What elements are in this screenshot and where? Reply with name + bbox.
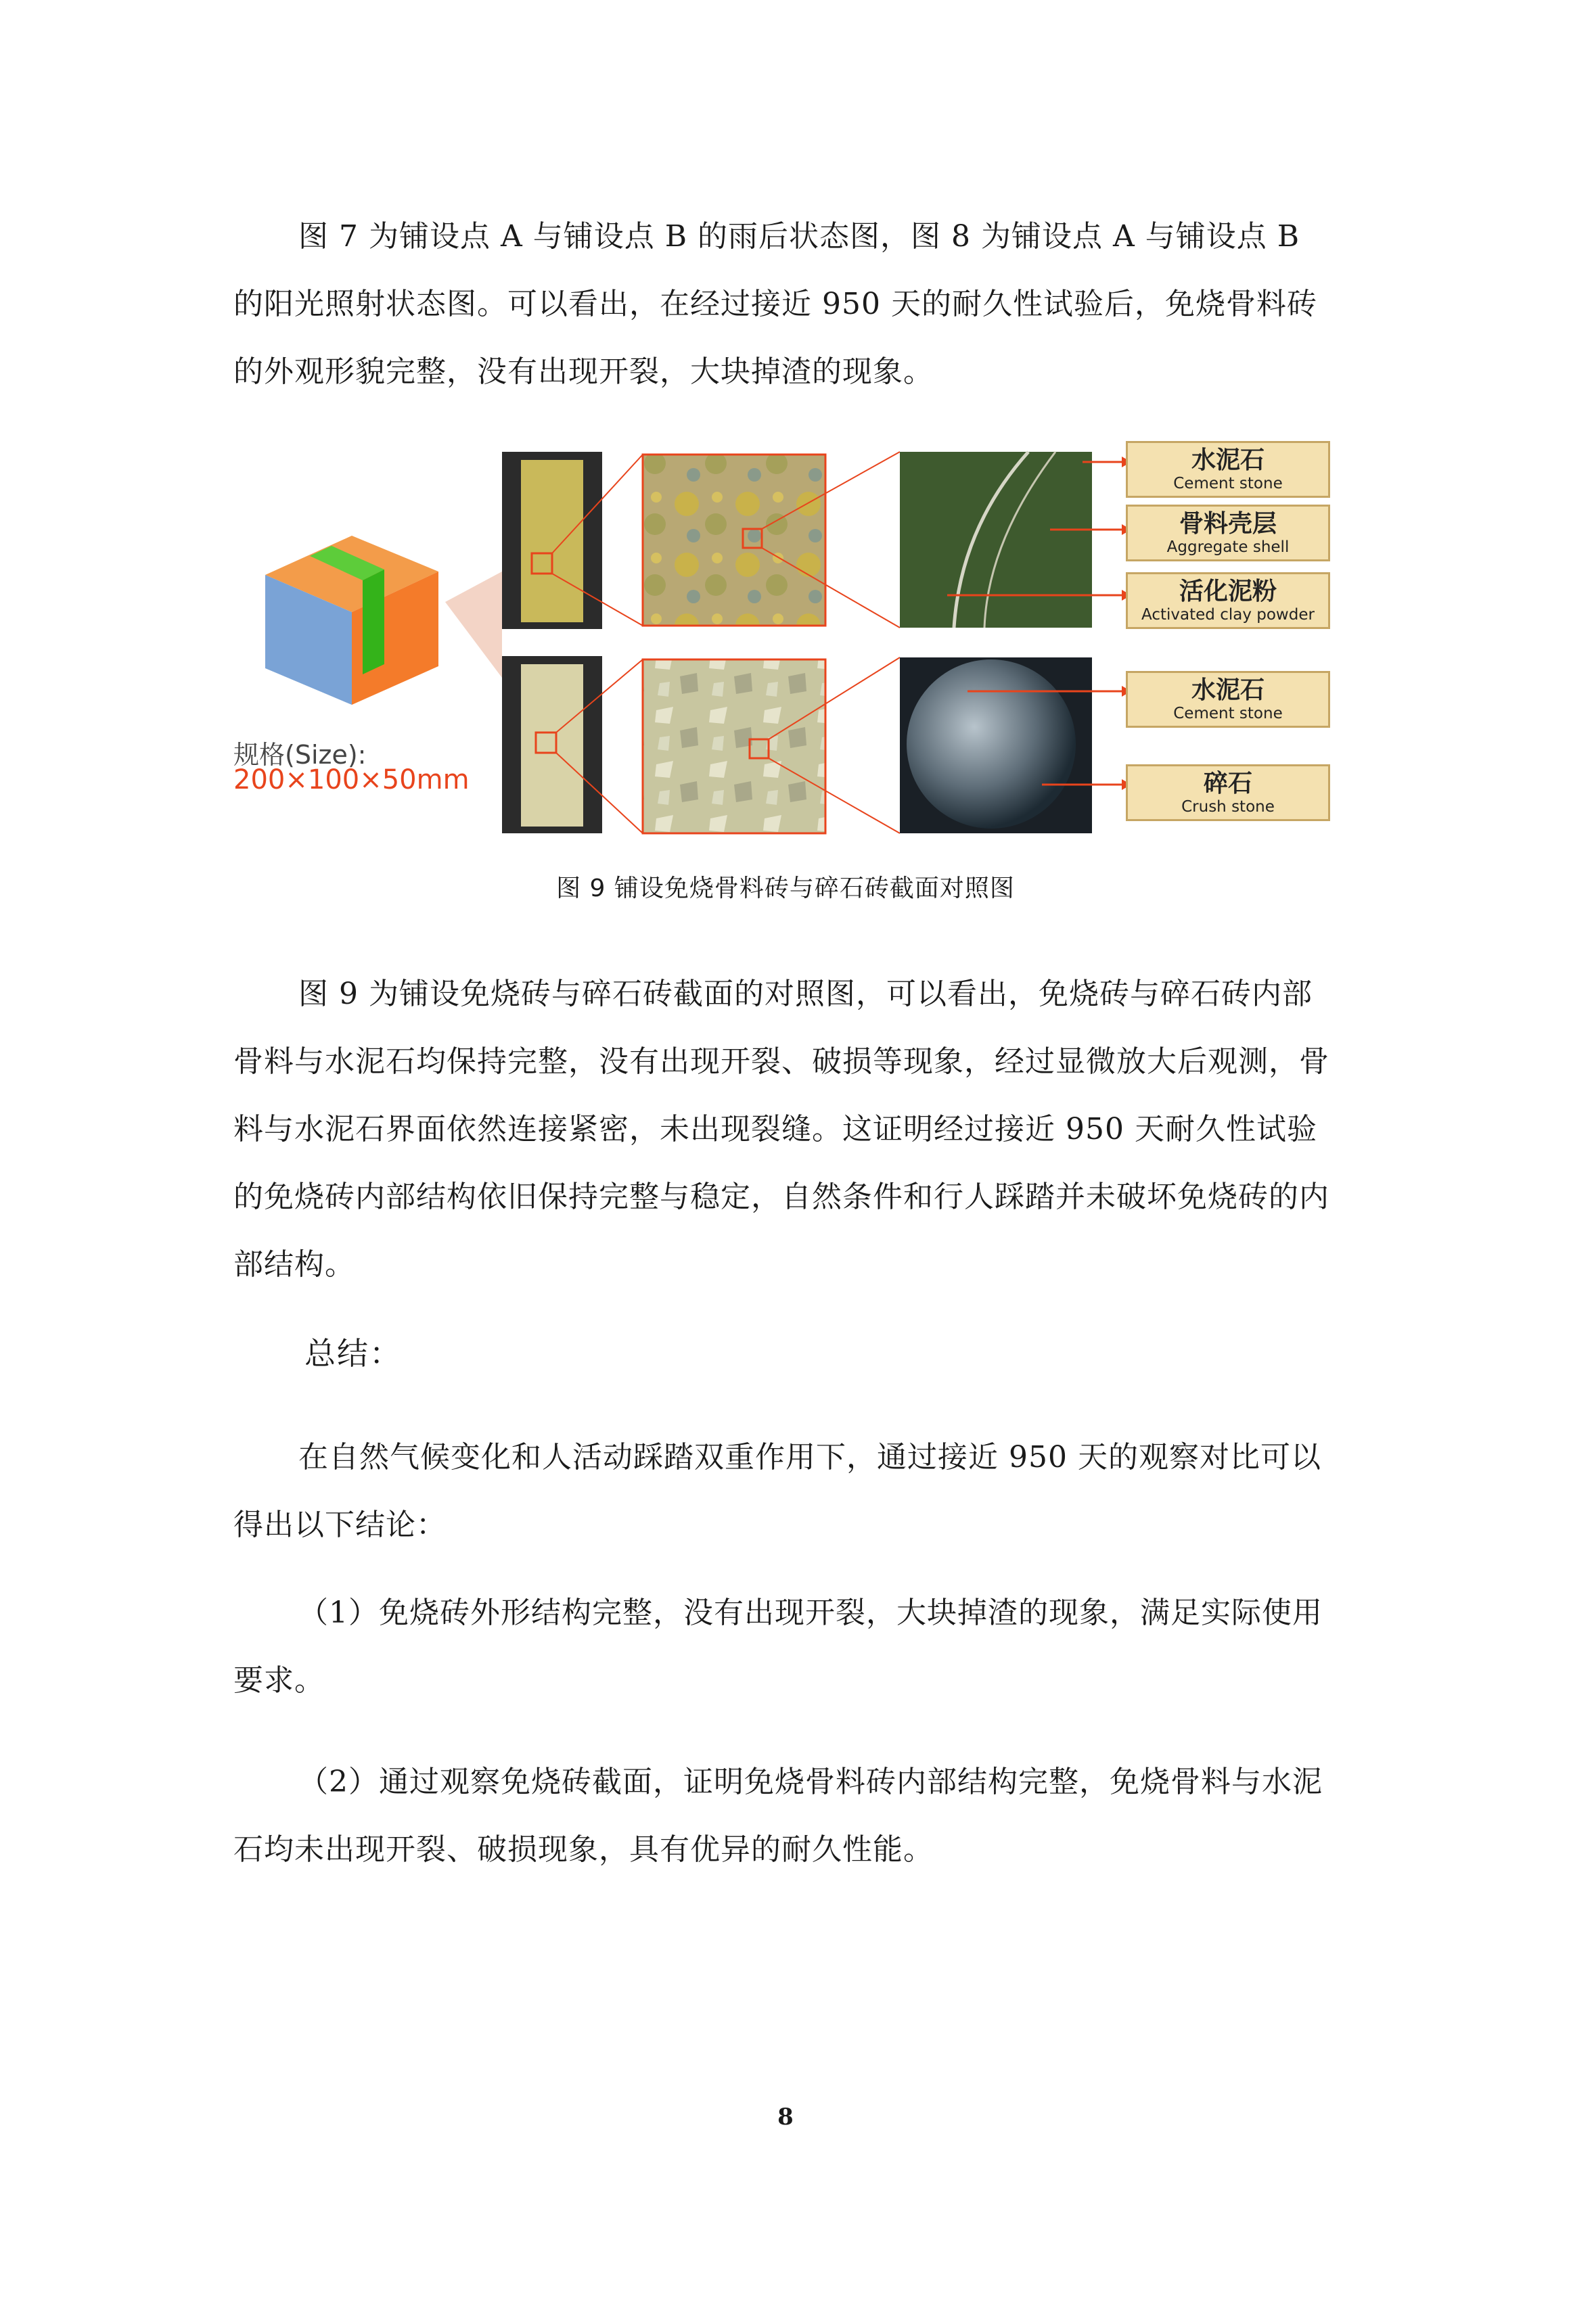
- figure-9: [0, 0, 1571, 879]
- paragraph-2-text: 图 9 为铺设免烧砖与碎石砖截面的对照图，可以看出，免烧砖与碎石砖内部骨料与水泥石均保持完整，没有出现开裂、破损等现象，经过显微放大后观测，骨料与水泥石界面依然连接紧密，未出现裂缝。这证明经过接近 950 天耐久性试验的免烧砖内部结构依旧保持完整与稳定，自然条件和行人踩踏并未破坏免烧砖的内部结构。: [233, 977, 1329, 1282]
- label-zh: 骨料壳层: [1179, 510, 1277, 538]
- paragraph-5: [233, 1748, 1336, 1884]
- paragraph-2: [233, 960, 1336, 1299]
- paragraph-3: [233, 1424, 1336, 1559]
- paragraph-4-text: （1）免烧砖外形结构完整，没有出现开裂，大块掉渣的现象，满足实际使用要求。: [233, 1596, 1323, 1698]
- paragraph-4: [233, 1579, 1336, 1715]
- page-number: 8: [777, 2104, 794, 2131]
- size-label: 规格(Size):: [233, 740, 367, 770]
- label-zh: 碎石: [1203, 770, 1252, 797]
- brick-3d-icon: [265, 536, 502, 705]
- top-brick-section: [521, 460, 583, 622]
- top-micro-photo: [900, 452, 1092, 628]
- label-en: Activated clay powder: [1141, 606, 1315, 624]
- label-en: Crush stone: [1181, 798, 1275, 816]
- label-en: Cement stone: [1173, 705, 1283, 722]
- label-activated-clay-powder: [1126, 572, 1330, 629]
- bottom-aggregate-photo: [643, 659, 825, 833]
- label-aggregate-shell: [1126, 505, 1330, 561]
- top-aggregate-photo: [643, 455, 825, 626]
- bottom-brick-section: [521, 664, 583, 827]
- figure-caption: 图 9 铺设免烧骨料砖与碎石砖截面对照图: [556, 875, 1015, 902]
- label-zh: 水泥石: [1191, 446, 1265, 474]
- label-crush-stone: [1126, 764, 1330, 821]
- label-zh: 水泥石: [1191, 676, 1265, 704]
- paragraph-1-text: 图 7 为铺设点 A 与铺设点 B 的雨后状态图，图 8 为铺设点 A 与铺设点 B 的阳光照射状态图。可以看出，在经过接近 950 天的耐久性试验后，免烧骨料砖的外观形貌完整，没有出现开裂，大块掉渣的现象。: [233, 219, 1317, 389]
- label-en: Cement stone: [1173, 475, 1283, 492]
- size-value: 200×100×50mm: [233, 764, 470, 795]
- paragraph-5-text: （2）通过观察免烧砖截面，证明免烧骨料砖内部结构完整，免烧骨料与水泥石均未出现开裂、破损现象，具有优异的耐久性能。: [233, 1765, 1323, 1867]
- section-heading: 总结：: [304, 1335, 402, 1372]
- label-cement-stone-top: [1126, 441, 1330, 498]
- label-zh: 活化泥粉: [1179, 578, 1277, 605]
- paragraph-3-text: 在自然气候变化和人活动踩踏双重作用下，通过接近 950 天的观察对比可以得出以下结论：: [233, 1440, 1321, 1542]
- label-en: Aggregate shell: [1166, 538, 1290, 556]
- label-cement-stone-bottom: [1126, 671, 1330, 728]
